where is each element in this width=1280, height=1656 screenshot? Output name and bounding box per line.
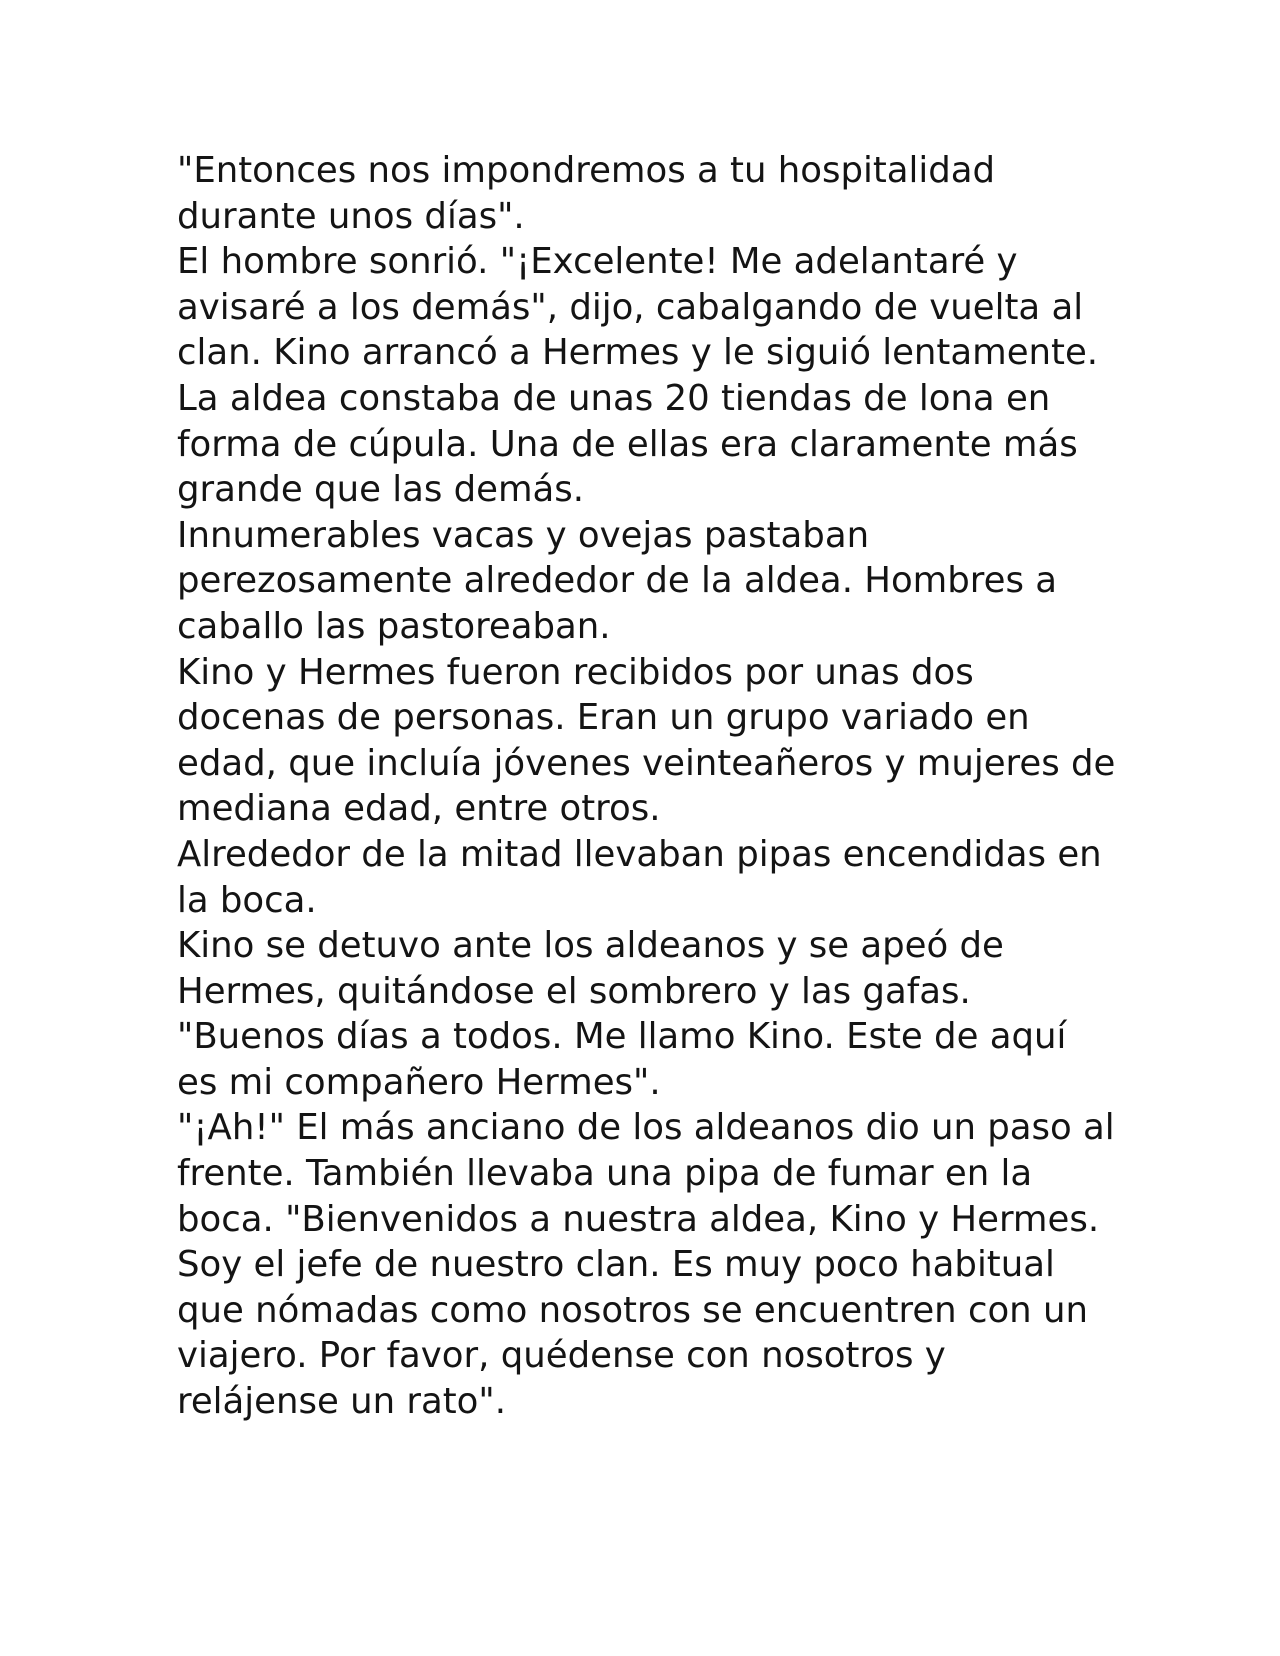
paragraph-9: "¡Ah!" El más anciano de los aldeanos dio un paso al frente. También llevaba una pipa de fumar en la boca. "Bienvenidos a nuestra aldea, Kino y Hermes. Soy el jefe de nuestro clan. Es muy poco habitual que nómadas como nosotros se encuentren con un viajero. Por favor, quédense con nosotros y relájense un rato". <box>177 1107 1115 1423</box>
paragraph-8: "Buenos días a todos. Me llamo Kino. Este de aquí es mi compañero Hermes". <box>177 1016 1067 1103</box>
paragraph-4: Innumerables vacas y ovejas pastaban perezosamente alrededor de la aldea. Hombres a caballo las pastoreaban. <box>177 514 1057 647</box>
paragraph-6: Alrededor de la mitad llevaban pipas encendidas en la boca. <box>177 833 1102 921</box>
paragraph-7: Kino se detuvo ante los aldeanos y se apeó de Hermes, quitándose el sombrero y las gafas. <box>177 925 1004 1012</box>
paragraph-5: Kino y Hermes fueron recibidos por unas dos docenas de personas. Eran un grupo variado en edad, que incluía jóvenes veinteañeros y mujeres de mediana edad, entre otros. <box>177 651 1116 830</box>
paragraph-3: La aldea constaba de unas 20 tiendas de lona en forma de cúpula. Una de ellas era claramente más grande que las demás. <box>177 377 1078 511</box>
paragraph-2: El hombre sonrió. "¡Excelente! Me adelantaré y avisaré a los demás", dijo, cabalgando de vuelta al clan. Kino arrancó a Hermes y le siguió lentamente. <box>177 241 1099 374</box>
body-text <box>177 148 1117 1425</box>
paragraph-1: "Entonces nos impondremos a tu hospitalidad durante unos días". <box>177 150 996 237</box>
